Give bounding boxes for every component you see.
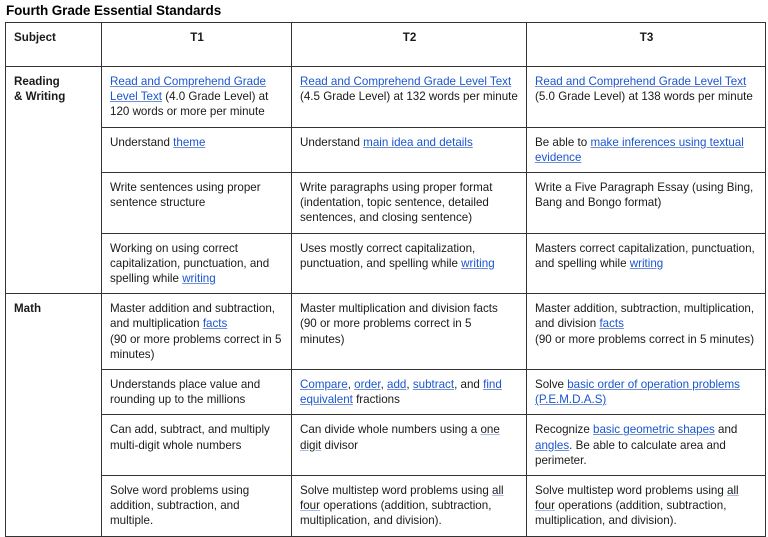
standard-cell-t1	[102, 127, 292, 172]
standard-cell-t3	[527, 173, 766, 234]
column-header-t3: T3	[527, 23, 766, 67]
standard-cell-t1	[102, 476, 292, 537]
table-row	[6, 233, 766, 294]
column-header-t1: T1	[102, 23, 292, 67]
standard-text: Write a Five Paragraph Essay (using Bing, Bang and Bongo format)	[535, 181, 754, 210]
standard-text: Uses mostly correct capitalization, punctuation, and spelling while	[300, 241, 476, 270]
table-header-row	[6, 23, 766, 67]
standard-link[interactable]: angles	[535, 438, 570, 452]
standard-text: (4.0 Grade Level) at 120 words or more per minute	[110, 90, 269, 119]
standard-link[interactable]: one digit	[300, 423, 500, 452]
standard-text: Recognize	[535, 423, 594, 437]
standard-text: . Be able to calculate area and perimeter.	[535, 438, 726, 467]
standard-link[interactable]: Read and Comprehend Grade Level Text	[110, 75, 266, 104]
table-row	[6, 415, 766, 476]
standard-cell-t3	[527, 415, 766, 476]
standard-cell-t1	[102, 370, 292, 415]
standard-link[interactable]: writing	[461, 256, 495, 270]
standard-text: Understands place value and rounding up to the millions	[110, 378, 261, 407]
standard-link[interactable]: Read and Comprehend Grade Level Text	[300, 75, 512, 88]
standard-text: operations (addition, subtraction, multiplication, and division).	[300, 499, 492, 528]
standard-link[interactable]: main idea and details	[363, 135, 473, 149]
standard-text: Solve multistep word problems using	[535, 484, 728, 498]
page-title: Fourth Grade Essential Standards	[6, 3, 222, 18]
standard-text: Solve multistep word problems using	[300, 484, 493, 498]
standard-link[interactable]: facts	[599, 317, 624, 331]
standard-cell-t3	[527, 476, 766, 537]
standard-text: Master multiplication and division facts	[300, 302, 498, 316]
standard-text: (90 or more problems correct in 5 minutes)	[110, 332, 282, 361]
standard-link[interactable]: all four	[535, 484, 739, 513]
standard-link[interactable]: add	[387, 378, 407, 392]
standard-text: Understand	[300, 135, 364, 149]
standard-cell-t1	[102, 173, 292, 234]
standard-text: Understand	[110, 135, 174, 149]
standard-text: Master addition, subtraction, multiplication, and division	[535, 302, 755, 331]
standard-text: fractions	[352, 393, 400, 407]
standard-cell-t1	[102, 415, 292, 476]
subject-label-line: Reading	[14, 75, 60, 88]
standard-cell-t2	[292, 476, 527, 537]
standards-page	[0, 3, 768, 527]
standard-link[interactable]: Read and Comprehend Grade Level Text	[535, 75, 747, 88]
standard-cell-t2	[292, 233, 527, 294]
standard-text: (4.5 Grade Level) at 132 words per minute	[300, 90, 518, 104]
column-header-subject: Subject	[6, 23, 102, 67]
standard-cell-t1	[102, 67, 292, 128]
standard-link[interactable]: basic geometric shapes	[593, 423, 715, 437]
standard-cell-t3	[527, 127, 766, 172]
subject-label-reading	[6, 67, 102, 294]
table-row	[6, 173, 766, 234]
standard-cell-t2	[292, 127, 527, 172]
subject-label-line: & Writing	[14, 90, 66, 104]
standard-cell-t3	[527, 67, 766, 128]
standard-text: Working on using correct capitalization, punctuation, and spelling while	[110, 241, 270, 286]
standard-text: , and	[454, 378, 484, 392]
subject-label-math	[6, 294, 102, 536]
standard-link[interactable]: writing	[182, 272, 216, 286]
standard-cell-t2	[292, 294, 527, 370]
table-row	[6, 127, 766, 172]
standard-cell-t1	[102, 294, 292, 370]
standard-cell-t3	[527, 233, 766, 294]
standard-text: and	[714, 423, 738, 437]
standard-cell-t3	[527, 294, 766, 370]
standard-cell-t2	[292, 415, 527, 476]
standard-link[interactable]: theme	[173, 135, 206, 149]
standard-link[interactable]: find equivalent	[300, 378, 502, 407]
standard-text: divisor	[321, 438, 359, 452]
standard-text: ,	[347, 378, 355, 392]
standard-text: Be able to	[535, 135, 591, 149]
standard-link[interactable]: all four	[300, 484, 504, 513]
standard-link[interactable]: subtract	[412, 378, 455, 392]
standard-text: Can add, subtract, and multiply multi-digit whole numbers	[110, 423, 270, 452]
standard-cell-t2	[292, 173, 527, 234]
table-row	[6, 67, 766, 128]
standard-cell-t1	[102, 233, 292, 294]
standard-text: ,	[380, 378, 388, 392]
standard-text: (90 or more problems correct in 5 minutes)	[535, 332, 755, 346]
standard-text: Write paragraphs using proper format (indentation, topic sentence, detailed sentences, and closing sentence)	[300, 181, 493, 225]
table-row	[6, 370, 766, 415]
subject-label-line: Math	[14, 302, 42, 316]
essential-standards-table	[5, 22, 766, 537]
table-body	[6, 23, 766, 537]
standard-text: (5.0 Grade Level) at 138 words per minute	[535, 90, 753, 104]
standard-text: Write sentences using proper sentence structure	[110, 181, 261, 210]
table-row	[6, 476, 766, 537]
standard-text: Can divide whole numbers using a	[300, 423, 481, 437]
standard-cell-t3	[527, 370, 766, 415]
standard-cell-t2	[292, 67, 527, 128]
standard-link[interactable]: Compare	[300, 378, 348, 392]
standard-text: (90 or more problems correct in 5 minutes)	[300, 317, 472, 346]
table-row	[6, 294, 766, 370]
column-header-t2: T2	[292, 23, 527, 67]
standard-text: Solve	[535, 378, 568, 392]
standard-text: Master addition and subtraction, and multiplication	[110, 302, 275, 331]
standard-text: operations (addition, subtraction, multiplication, and division).	[535, 499, 727, 528]
standard-link[interactable]: order	[354, 378, 381, 392]
standard-link[interactable]: writing	[629, 256, 664, 270]
standard-text: Masters correct capitalization, punctuation, and spelling while	[535, 241, 755, 270]
standard-cell-t2	[292, 370, 527, 415]
standard-link[interactable]: basic order of operation problems (P.E.M.D.A.S)	[535, 378, 740, 407]
standard-text: ,	[406, 378, 413, 392]
standard-text: Solve word problems using addition, subtraction, and multiple.	[110, 484, 250, 528]
standard-link[interactable]: facts	[202, 317, 228, 331]
standard-link[interactable]: make inferences using textual evidence	[535, 135, 744, 164]
